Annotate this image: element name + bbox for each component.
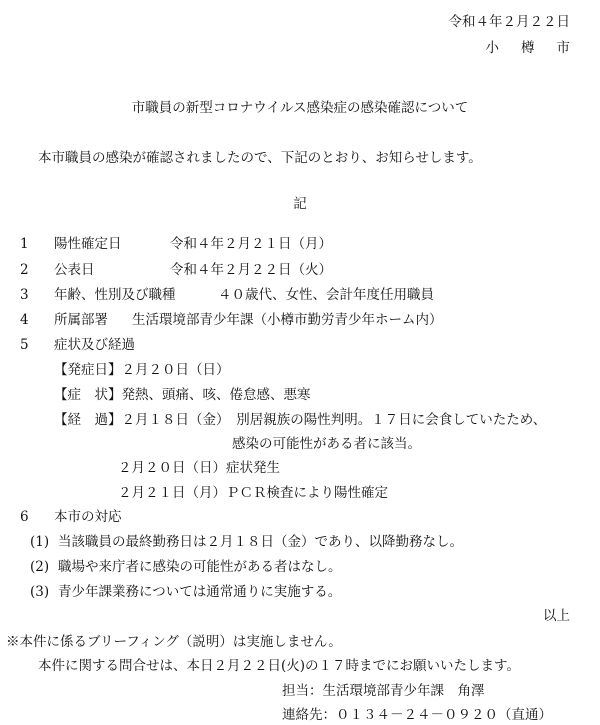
section-value: ４０歳代、女性、会計年度任用職員 (218, 287, 434, 303)
response-item-number: (3) (30, 584, 50, 600)
section-label: 症状及び経過 (54, 337, 135, 353)
section-value: 令和４年２月２１日（月） (170, 236, 332, 252)
section-value: 生活環境部青少年課（小樽市勤労青少年ホーム内） (132, 312, 443, 328)
response-item-number: (2) (30, 559, 50, 575)
section-announce-date (20, 258, 332, 278)
section-number: 6 (20, 509, 29, 525)
contact-phone: 連絡先：０１３４－２４－０９２０（直通） (282, 707, 552, 723)
issuer-name: 小樽市 (485, 40, 592, 56)
section-label: 公表日 (54, 262, 95, 278)
ki-heading: 記 (293, 196, 307, 212)
symptom-list: 【症 状】発熱、頭痛、咳、倦怠感、悪寒 (54, 387, 311, 403)
section-label: 本市の対応 (54, 509, 122, 525)
section-confirm-date (20, 232, 332, 252)
inquiry-text: 本件に関する問合せは、本日２月２２日(火)の１７時までにお願いいたします。 (38, 658, 520, 674)
section-number: 1 (20, 236, 29, 252)
section-symptoms (20, 333, 135, 353)
section-number: 4 (20, 312, 29, 328)
symptom-course-cont: 感染の可能性がある者に該当。 (232, 436, 421, 452)
response-item-text: 青少年課業務については通常通りに実施する。 (58, 584, 342, 600)
section-number: 3 (20, 287, 29, 303)
symptom-onset: 【発症日】２月２０日（日） (54, 362, 230, 378)
section-number: 2 (20, 262, 29, 278)
symptom-course: 【経 過】２月１８日（金） 別居親族の陽性判明。１７日に会食していたため、 (54, 412, 547, 428)
intro-text: 本市職員の感染が確認されましたので、下記のとおり、お知らせします。 (38, 150, 482, 166)
section-age-gender (20, 283, 434, 303)
document-title: 市職員の新型コロナウイルス感染症の感染確認について (131, 100, 469, 116)
response-item (30, 580, 341, 600)
section-number: 5 (20, 337, 29, 353)
response-item-text: 職場や来庁者に感染の可能性がある者はなし。 (58, 559, 342, 575)
section-department (20, 308, 443, 328)
section-label: 所属部署 (54, 312, 108, 328)
symptom-course-3: ２月２１日（月）ＰＣＲ検査により陽性確定 (118, 485, 388, 501)
briefing-note: ※本件に係るブリーフィング（説明）は実施しません。 (6, 634, 342, 650)
response-item (30, 555, 342, 575)
symptom-course-2: ２月２０日（日）症状発生 (118, 460, 280, 476)
document-date: 令和４年２月２２日 (448, 14, 570, 30)
section-value: 令和４年２月２２日（火） (170, 262, 332, 278)
response-item (30, 530, 463, 550)
section-response (20, 505, 122, 525)
section-label: 年齢、性別及び職種 (54, 287, 176, 303)
contact-person: 担当：生活環境部青少年課 角澤 (282, 683, 485, 699)
response-item-text: 当該職員の最終勤務日は２月１８日（金）であり、以降勤務なし。 (58, 534, 463, 550)
end-mark: 以上 (543, 608, 570, 624)
response-item-number: (1) (30, 534, 50, 550)
section-label: 陽性確定日 (54, 236, 122, 252)
